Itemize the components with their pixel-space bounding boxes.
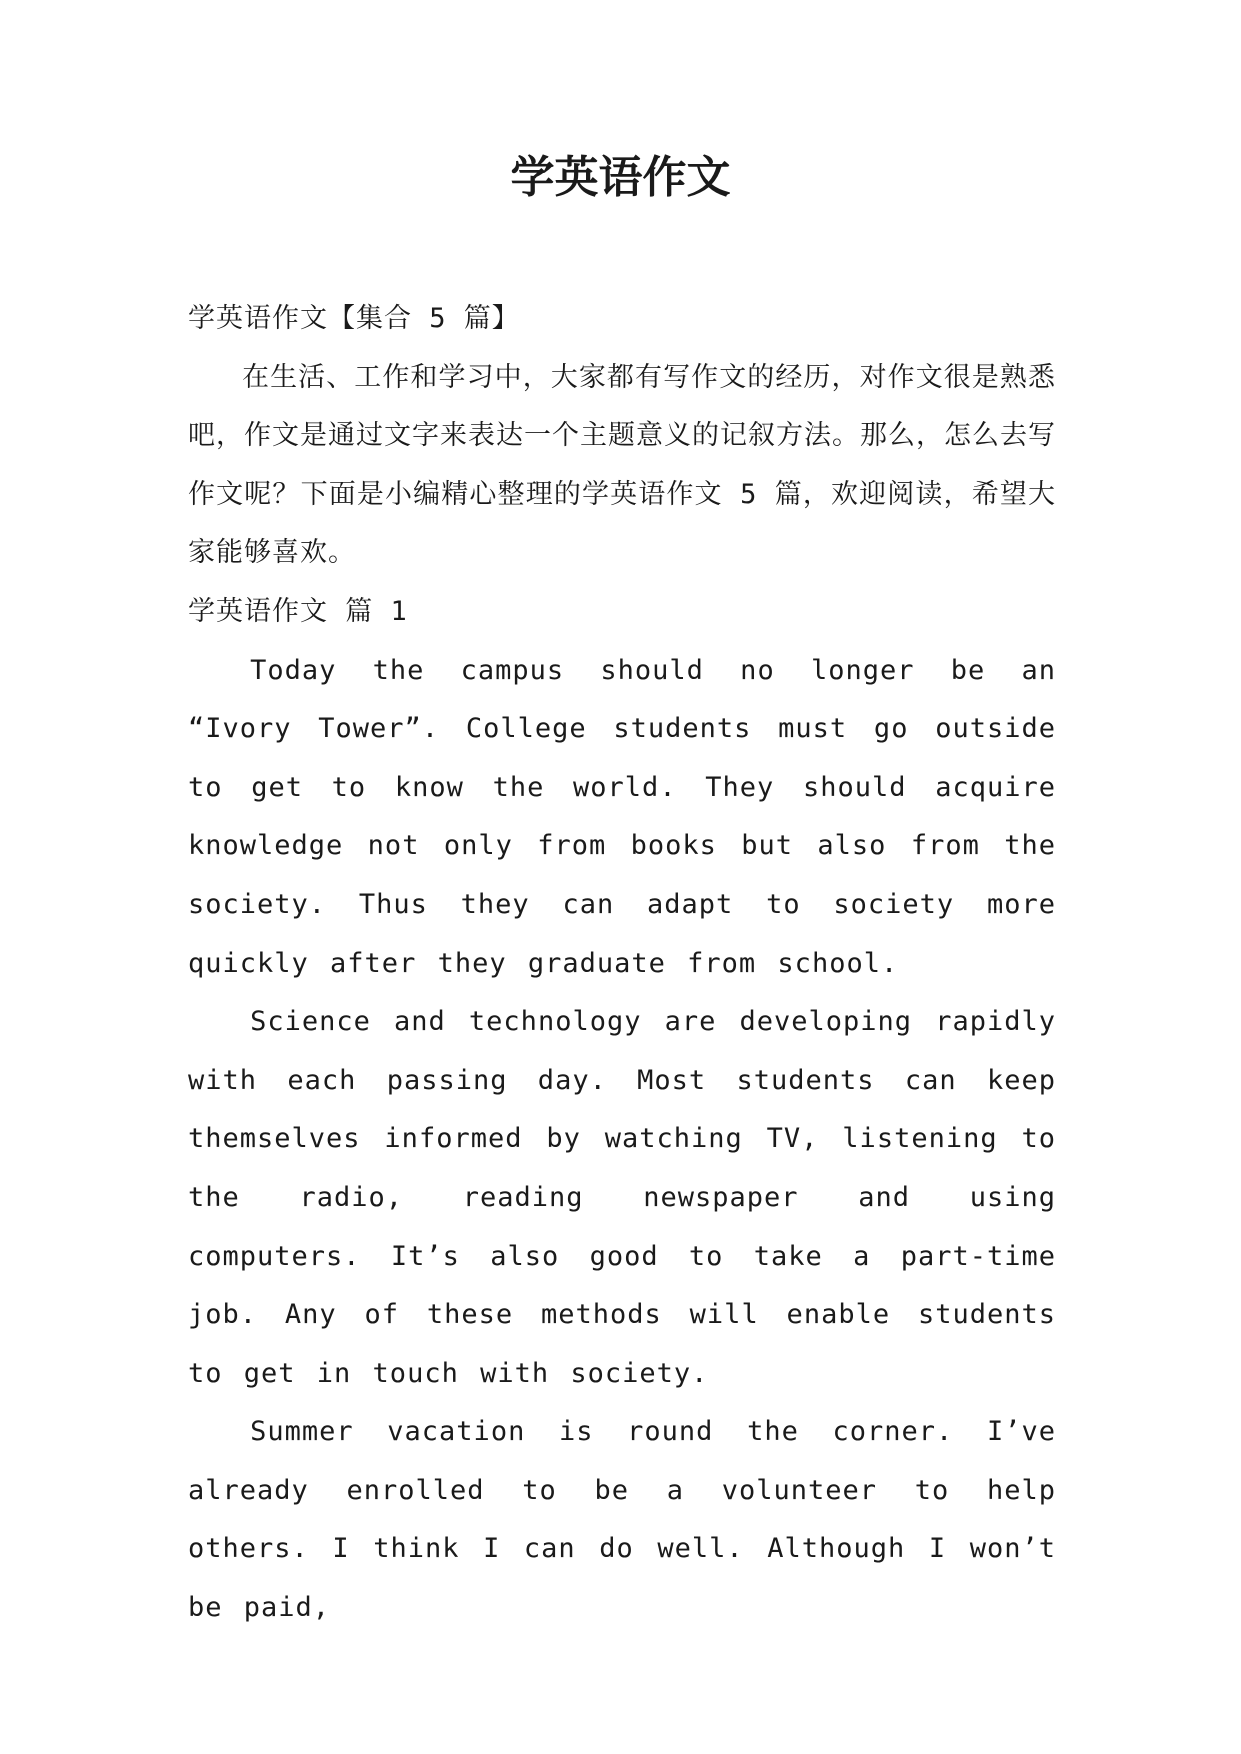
essay-paragraph: Summer vacation is round the corner. I’ve already enrolled to be a volunteer to help others. I think I can do well. Although I won’t be paid, [188, 1416, 1056, 1624]
section-heading: 学英语作文 篇 1 [188, 595, 408, 627]
document-body [188, 290, 1056, 1638]
collection-heading: 学英语作文【集合 5 篇】 [188, 303, 520, 334]
intro-paragraph: 在生活、工作和学习中，大家都有写作文的经历，对作文很是熟悉吧，作文是通过文字来表达一个主题意义的记叙方法。那么，怎么去写作文呢？下面是小编精心整理的学英语作文 5 篇，欢迎阅读，希望大家能够喜欢。 [188, 361, 1056, 569]
essay-paragraph: Today the campus should no longer be an “Ivory Tower”. College students must go outside to get to know the world. They should acquire knowledge not only from books but also from the society. Thus they can adapt to society more quickly after they graduate from school. [188, 654, 1056, 979]
document-title: 学英语作文 [510, 152, 731, 203]
essay-paragraph: Science and technology are developing rapidly with each passing day. Most students can keep themselves informed by watching TV, listening to the radio, reading newspaper and using computers. It’s also good to take a part-time job. Any of these methods will enable students to get in touch with society. [188, 1006, 1056, 1389]
